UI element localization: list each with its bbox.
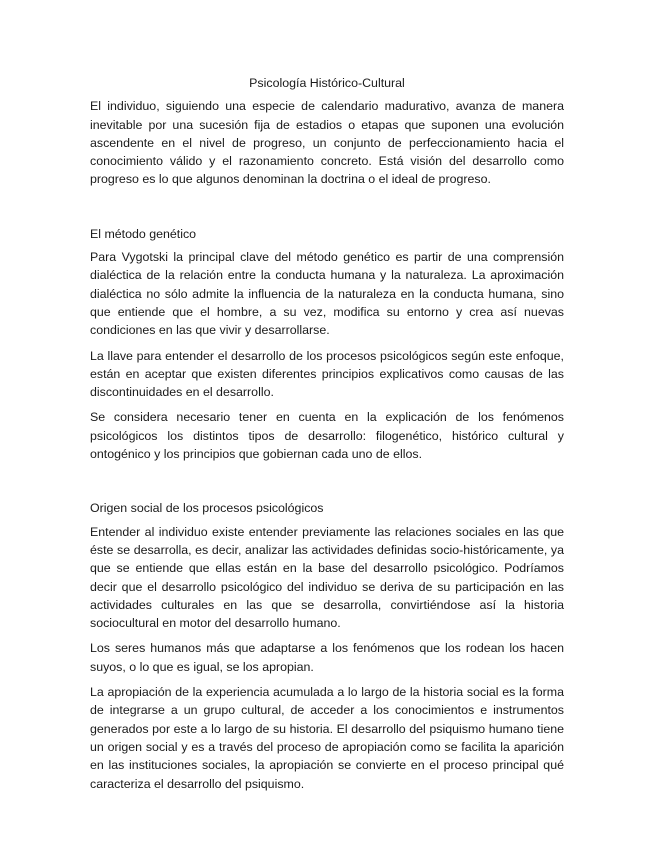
section-heading: Origen social de los procesos psicológicos bbox=[90, 501, 324, 516]
section-paragraph: La apropiación de la experiencia acumulada a lo largo de la historia social es la forma de integrarse a un grupo cultural, de acceder a los conocimientos e instrumentos generados por este a lo largo de su historia. El desarrollo del psiquismo humano tiene un origen social y es a través del proceso de apropiación como se facilita la aparición en las instituciones sociales, la apropiación se convierte en el proceso principal qué caracteriza el desarrollo del psiquismo. bbox=[90, 685, 564, 791]
document-title: Psicología Histórico-Cultural bbox=[249, 76, 405, 90]
section-paragraph: Para Vygotski la principal clave del método genético es partir de una comprensión dialéctica de la relación entre la conducta humana y la naturaleza. La aproximación dialéctica no sólo admite la influencia de la naturaleza en la conducta humana, sino que entiende que el hombre, a su vez, modifica su entorno y crea así nuevas condiciones en las que vivir y desarrollarse. bbox=[90, 250, 564, 338]
section-spacer bbox=[90, 470, 564, 499]
section-paragraph: Se considera necesario tener en cuenta en la explicación de los fenómenos psicológicos los distintos tipos de desarrollo: filogenético, histórico cultural y ontogénico y los principios que gobiernan cada uno de ellos. bbox=[90, 410, 564, 462]
section-paragraph: Entender al individuo existe entender previamente las relaciones sociales en las que éste se desarrolla, es decir, analizar las actividades definidas socio-históricamente, ya que se entiende que ellas están en la base del desarrollo psicológico. Podríamos decir que el desarrollo psicológico del individuo se deriva de su participación en las actividades culturales en las que se desarrolla, convirtiéndose así la historia sociocultural en motor del desarrollo humano. bbox=[90, 524, 564, 631]
section-heading: El método genético bbox=[90, 226, 197, 241]
section-paragraph: La llave para entender el desarrollo de los procesos psicológicos según este enfoque, están en aceptar que existen diferentes principios explicativos como causas de las discontinuidades en el desarrollo. bbox=[90, 348, 564, 400]
section-paragraph: Los seres humanos más que adaptarse a los fenómenos que los rodean los hacen suyos, o lo que es igual, se los apropian. bbox=[90, 641, 564, 674]
document-page bbox=[90, 74, 564, 800]
section-metodo-genetico bbox=[90, 225, 564, 464]
section-spacer bbox=[90, 196, 564, 225]
intro-paragraph: El individuo, siguiendo una especie de calendario madurativo, avanza de manera inevitable por una sucesión fija de estadios o etapas que suponen una evolución ascendente en el nivel de progreso, un conjunto de perfeccionamiento hacia el conocimiento válido y el razonamiento concreto. Está visión del desarrollo como progreso es lo que algunos denominan la doctrina o el ideal de progreso. bbox=[90, 99, 564, 187]
section-origen-social bbox=[90, 499, 564, 792]
